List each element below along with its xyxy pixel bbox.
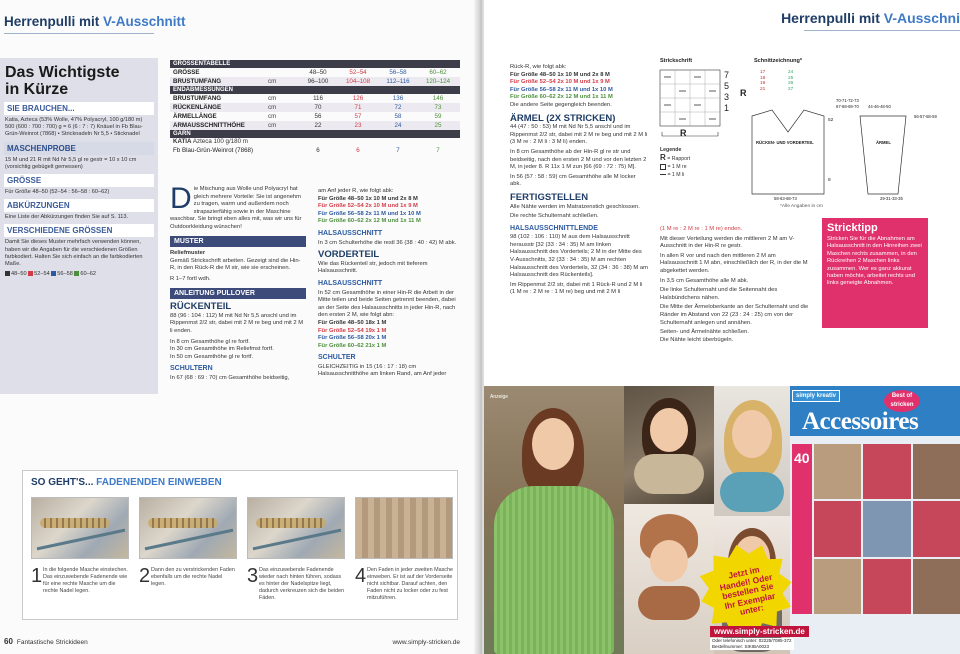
step-text: In die folgende Masche einstechen. Das einzuwebende Fadenende wie für eine rechte Masche um die rechte Nadel legen. — [43, 567, 128, 594]
step-number: 3 — [247, 565, 259, 587]
size-line: Für Größe 60–62 2x 12 M und 1x 11 M — [510, 94, 613, 101]
sleeve-label: ÄRMEL — [876, 140, 891, 145]
section-bar-muster: MUSTER — [170, 236, 306, 248]
paragraph: Die Mitte der Ärmeloberkante an der Schulternaht und die Ränder im Abstand von 22 (23 : 24 : 25) cm von der Schulternaht anlegen und annähen. — [660, 304, 809, 326]
step-number: 2 — [139, 565, 151, 587]
relief-heading: Reliefmuster — [170, 250, 206, 257]
measure-left: 17 18 19 21 — [760, 70, 766, 92]
rueckenteil-step: In 30 cm Gesamthöhe im Reliefmst fortf. — [170, 346, 274, 353]
size-line: Für Größe 60–62 2x 12 M und 1x 11 M — [318, 218, 421, 225]
howto-step — [139, 497, 237, 587]
magazine-brand: simply kreativ — [792, 390, 840, 402]
garment-schematic — [748, 70, 960, 208]
section-heading-size: GRÖSSE — [4, 174, 154, 187]
table-bar: GRÖSSENTABELLE — [170, 60, 460, 68]
step-photo — [139, 497, 237, 559]
gauge-text: 15 M und 21 R mit Nd Nr 5,5 gl re gestr = 10 x 10 cm (vorsichtig gebügelt gemessen) — [5, 156, 137, 170]
advert-photo-strip — [484, 386, 960, 654]
repeat-mark-side: R — [740, 88, 747, 98]
knitting-tip-box — [822, 218, 928, 328]
photo-child-bear-hat — [624, 504, 714, 654]
sizes-text: Damit Sie dieses Muster mehrfach verwenden können, haben wir die Angaben für die verschiedenen Größen farbkodiert. Halten Sie sich einfach an die farbkodierten Maße. — [5, 239, 143, 268]
photo-poncho-model — [484, 386, 624, 654]
paragraph: Die Nähte leicht überbügeln. — [660, 336, 734, 343]
halsausschnitt-text-2: In 52 cm Gesamthöhe in einer Hin-R die Arbeit in der Mitte teilen und beide Seiten getrennt beenden, dabei an der Seite des Halsausschnitts in jeder Hin-R, nach den ersten 2 M, wie folgt abn: — [318, 289, 456, 319]
measure-sleeve-side: 56-57-58-59 — [914, 114, 937, 119]
howto-step — [247, 497, 345, 601]
table-row: GRÖSSE 48–50 52–54 56–58 60–62 — [173, 69, 447, 76]
heading-halsausschnitt: HALSAUSSCHNITT — [318, 229, 383, 237]
title-rule — [4, 33, 154, 34]
size-swatch — [5, 271, 10, 276]
measure-right: 24 25 26 27 — [788, 70, 794, 92]
rueckenteil-text: 88 (96 : 104 : 112) M mit Nd Nr 5,5 anschl und im Rippenmst 2/2 str, dabei mit 2 M re beg und mit 2 M li enden. — [170, 312, 304, 334]
body-label: RÜCKEN- UND VORDERTEIL — [756, 140, 814, 145]
step-text: Das einzuwebende Fadenende wieder nach hinten führen, sodass es hinter der Nadelspitze liegt, dadurch verkreuzen sich die beiden Fäden. — [259, 567, 345, 601]
heading-schulter: SCHULTER — [318, 354, 356, 362]
aermel-text: In 56 (57 : 58 : 59) cm Gesamthöhe alle M locker abk. — [510, 173, 636, 188]
size-line: Für Größe 56–58 2x 11 M und 1x 10 M — [318, 210, 421, 217]
paragraph: Die linke Schulternaht und die Seitennaht des Halsbündchens nähen. — [660, 287, 778, 301]
schematic-note: *Alle Angaben in cm — [780, 204, 823, 209]
howto-box — [22, 470, 458, 620]
step-number: 1 — [31, 565, 43, 587]
article-column-4 — [660, 226, 810, 346]
section-heading-sizes: VERSCHIEDENE GRÖSSEN — [4, 224, 154, 237]
paragraph: In allen R vor und nach den mittleren 2 M am Halsausschnitt 1 M abn, einschließlich der R, in der die M abgekettet werden. — [660, 252, 808, 274]
tip-title: Stricktipp — [827, 222, 878, 234]
heading-fertigstellen: FERTIGSTELLEN — [510, 191, 589, 203]
rueckenteil-step: In 8 cm Gesamthöhe gl re fortf. — [170, 338, 250, 345]
size-line: Für Größe 48–50 18x 1 M — [318, 319, 387, 326]
magazine-photo-grid — [814, 444, 960, 614]
measure-body-bottom: 58-63-68-73 — [774, 196, 797, 201]
hals-text: Im Rippenmst 2/2 str, dabei mit 1 Rück-R und 2 M li (1 M re : 2 M re : 1 M re) beg und mit 2 M li — [510, 281, 643, 296]
size-line: Für Größe 48–50 1x 10 M und 2x 8 M — [510, 71, 610, 78]
hals-text: 98 (102 : 106 : 110) M aus dem Halsausschnitt herausstr [32 (33 : 34 : 35) M am linken Halsausschnitt des Vorderteils; 2 M in der Mitte des V-Ausschnitts, 32 (33 : 34 : 35) M am rechten Halsausschnitt des Vorderteils, 32 (34 : 36 : 38) M am Halsausschnitt des Rückenteils]. — [510, 234, 648, 279]
paragraph: Rück-R, wie folgt abk: — [510, 64, 567, 70]
materials-text: Katia, Azteca (53% Wolle, 47% Polyacryl, 100 g/180 m) 500 (600 : 700 : 700) g = 6 (6 : 7 : 7) Knäuel in Fb Blau-Grün-Weinrot (7868) • Stricknadeln Nr 5,5 • Sticknadel — [5, 117, 143, 138]
page-footer: 60 Fantastische Strickideen — [4, 637, 88, 646]
photo-blonde-model — [714, 386, 790, 516]
heading-rueckenteil: RÜCKENTEIL — [170, 301, 232, 313]
measure-length: 70-71-72-73 — [836, 98, 859, 103]
article-column-1 — [170, 182, 306, 385]
size-swatch — [74, 271, 79, 276]
left-page — [0, 0, 478, 654]
magazine-cover-ad — [790, 386, 960, 654]
step-photo — [31, 497, 129, 559]
article-column-3 — [510, 64, 648, 299]
howto-step — [31, 497, 129, 594]
photo-cowl-model — [624, 386, 714, 504]
relief-text: Gemäß Strickschrift arbeiten. Gezeigt sind die Hin-R, in den Rück-R die M str, wie sie erscheinen. — [170, 257, 301, 272]
repeat-mark: R — [680, 128, 687, 138]
footer-url: www.simply-stricken.de — [392, 639, 460, 646]
measure-length-2: 67-68-69-70 — [836, 104, 859, 109]
section-heading-materials: SIE BRAUCHEN... — [4, 102, 154, 115]
magazine-side-strip: 40 — [792, 444, 812, 614]
fertig-text: Die rechte Schulternaht schließen. — [510, 213, 599, 220]
size-swatch — [51, 271, 56, 276]
rueckenteil-step: In 50 cm Gesamthöhe gl re fortf. — [170, 353, 254, 360]
step-text: Dann den zu verstrickenden Faden ebenfalls um die rechte Nadel legen. — [151, 567, 235, 587]
size-line: Für Größe 52–54 2x 10 M und 1x 9 M — [510, 79, 610, 86]
size-line: Für Größe 56–58 20x 1 M — [318, 335, 387, 342]
table-row: Fb Blau-Grün-Weinrot (7868) 6 6 7 7 — [173, 147, 440, 154]
table-row: BRUSTUMFANG cm 96–100 104–108 112–116 120–124 — [170, 77, 460, 86]
summary-sidebar — [0, 58, 158, 394]
best-of-badge: Best of stricken — [884, 390, 920, 412]
chart-heading: Strickschrift — [660, 58, 693, 64]
step-photo — [355, 497, 453, 559]
advert-label: Anzeige — [490, 394, 509, 400]
tip-text: Stricken Sie für die Abnahmen am Halsausschnitt in den Hinreihen zwei Maschen rechts zusammen, in den Rückreihen 2 Maschen links zusammen. Wer es ganz akkurat haben möchte, arbeitet rechts und links geneigte Abnahmen. — [827, 236, 922, 287]
size-table — [170, 60, 460, 155]
vorderteil-text: Wie das Rückenteil str, jedoch mit tieferem Halsausschnitt. — [318, 260, 428, 275]
table-row: RÜCKENLÄNGE cm 70 71 72 73 — [170, 103, 460, 112]
heading-schultern: SCHULTERN — [170, 365, 213, 373]
size-line: Für Größe 52–54 19x 1 M — [318, 327, 387, 334]
page-title-right: Herrenpulli mit V-Ausschni — [781, 10, 960, 26]
chart-legend: Legende R = Rapport = 1 M re = 1 M li — [660, 147, 691, 178]
sidebar-title: Das Wichtigste in Kürze — [5, 64, 120, 98]
fertig-text: Alle Nähte werden im Matratzenstich geschlossen. — [510, 203, 640, 210]
size-line: Für Größe 48–50 1x 10 M und 2x 8 M — [318, 195, 418, 202]
table-row: ÄRMELLÄNGE cm 56 57 58 59 — [173, 113, 442, 120]
order-info: Oder telefonisch unter: 02225/7085-372 Bestellnummer: SIKIBA0023 — [712, 638, 792, 649]
paragraph: Mit dieser Verteilung werden die mittleren 2 M am V-Ausschnitt in der Hin-R re gestr. — [660, 235, 795, 250]
howto-step — [355, 497, 453, 601]
heading-halsausschnitt-2: HALSAUSSCHNITT — [318, 279, 383, 287]
size-text: Für Größe 48–50 (52–54 : 56–58 : 60–62) — [5, 189, 110, 196]
section-bar-anleitung: ANLEITUNG PULLOVER — [170, 288, 306, 300]
table-row: BRUSTUMFANG cm 116 126 136 146 — [173, 95, 444, 102]
measure-8: 8 — [828, 178, 831, 183]
aermel-text: 44 (47 : 50 : 53) M mit Nd Nr 5,5 anschl und im Rippenmst 2/2 str, dabei mit 2 M re beg und mit 2 M li (3 M re : 2 M li : 3 M li) enden. — [510, 124, 648, 146]
step-text: Den Faden in jeder zweiten Masche einweben. Er ist auf der Vorderseite nicht sichtbar. Darauf achten, den Faden nicht zu locker oder zu fest mitzuführen. — [367, 567, 453, 601]
aermel-text: In 8 cm Gesamthöhe ab der Hin-R gl re str und beidseitig, nach den ersten 2 M und vor den letzten 2 M, in jeder 8. R 11x 1 M zun [66 (69 : 72 : 75) M]. — [510, 148, 647, 171]
howto-title: SO GEHT'S... FADENENDEN EINWEBEN — [31, 477, 222, 488]
section-heading-gauge: MASCHENPROBE — [4, 142, 154, 155]
measure-52: 52 — [828, 118, 834, 123]
heading-aermel: ÄRMEL (2X STRICKEN) — [510, 112, 616, 124]
article-column-2 — [318, 188, 458, 382]
schematic-heading: Schnittzeichnung* — [754, 58, 802, 64]
table-row: ARMAUSSCHNITTHÖHE cm 22 23 24 25 — [170, 121, 460, 130]
size-swatch — [28, 271, 33, 276]
abbr-text: Eine Liste der Abkürzungen finden Sie auf S. 113. — [5, 214, 129, 221]
paragraph: (1 M re : 2 M re : 1 M re) enden. — [660, 226, 743, 232]
halsausschnitt-text: In 3 cm Schulterhöhe die restl 36 (38 : 40 : 42) M abk. — [318, 239, 457, 246]
paragraph: Die andere Seite gegengleich beenden. — [510, 101, 612, 108]
measure-sleeve-top: 44-46-48-50 — [868, 104, 891, 109]
advert-url[interactable]: www.simply-stricken.de — [710, 626, 809, 637]
paragraph: am Anf jeder R, wie folgt abk: — [318, 188, 394, 194]
measure-sleeve-bottom: 29-31-33-35 — [880, 196, 903, 201]
schulter-text: GLEICHZEITIG in 15 (16 : 17 : 18) cm Halsausschnitthöhe am linken Rand, am Anf jeder — [318, 363, 447, 378]
magazine-title: Accessoires — [802, 408, 919, 435]
starburst-text: Jetzt im Handel! Oder bestellen Sie Ihr Exemplar unter: — [718, 564, 777, 617]
page-title-left: Herrenpulli mit V-Ausschnitt — [4, 14, 186, 29]
section-heading-abbr: ABKÜRZUNGEN — [4, 199, 154, 212]
title-rule — [804, 30, 960, 31]
intro-paragraph: Die Mischung aus Wolle und Polyacryl hat gleich mehrere Vorteile: Sie ist angenehm zu tragen, warm und außerdem noch strapazierfähig sowie in der Maschine waschbar. Sie bringt eben alles mit, was wir uns für Outdoorkleidung wünschen! — [170, 182, 302, 230]
relief-repeat: R 1–7 fortl wdh. — [170, 275, 211, 282]
size-line: Für Größe 52–54 2x 10 M und 1x 9 M — [318, 203, 418, 210]
right-page — [484, 0, 960, 654]
table-bar: GARN — [170, 130, 460, 138]
step-number: 4 — [355, 565, 367, 587]
size-line: Für Größe 60–62 21x 1 M — [318, 342, 387, 349]
step-photo — [247, 497, 345, 559]
schultern-text: In 67 (68 : 69 : 70) cm Gesamthöhe beidseitig, — [170, 374, 290, 381]
row-numbers: 7 5 3 1 — [724, 70, 730, 113]
heading-vorderteil: VORDERTEIL — [318, 249, 380, 261]
size-line: Für Größe 56–58 2x 11 M und 1x 10 M — [510, 86, 613, 93]
paragraph: In 3,5 cm Gesamthöhe alle M abk. — [660, 277, 749, 284]
size-color-key: 48–50 52–54 56–58 60–62 — [0, 271, 158, 277]
heading-halsausschnittblende: HALSAUSSCHNITTLENDE — [510, 224, 598, 232]
yarn-line: KATIA Azteca 100 g/180 m — [173, 138, 248, 145]
paragraph: Seiten- und Ärmelnähte schließen. — [660, 329, 749, 336]
table-bar: ENDABMESSUNGEN — [170, 86, 460, 94]
